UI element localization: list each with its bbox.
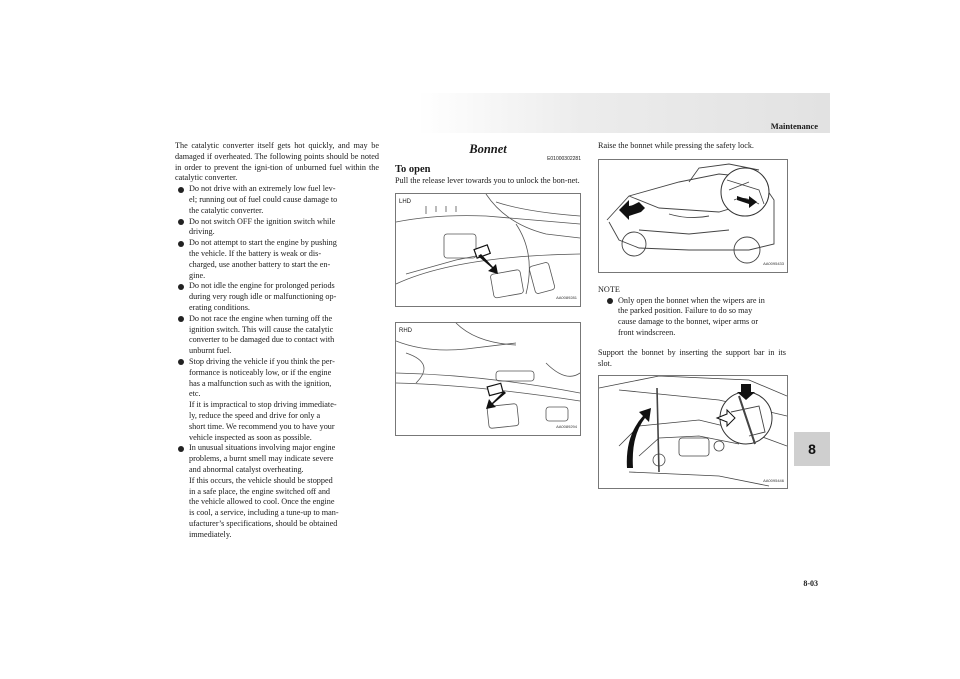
- bullet-item: [607, 296, 786, 339]
- bullet-line: short time. We recommend you to have your: [189, 421, 335, 431]
- bullet-dot-icon: [178, 316, 184, 322]
- page-number: 8-03: [803, 579, 818, 588]
- bullet-line: If it is impractical to stop driving immediate-: [189, 400, 337, 410]
- column-bonnet: [395, 141, 581, 436]
- intro-paragraph: The catalytic converter itself gets hot quickly, and may be damaged if overheated. The following points should be noted in order to prevent the igni-tion of unburned fuel within the catalytic converter.: [175, 141, 379, 183]
- bullet-dot-icon: [178, 241, 184, 247]
- figure-id-support: AA0095446: [763, 477, 784, 483]
- bullet-line: Do not switch OFF the ignition switch while: [189, 216, 336, 226]
- bullet-item: [178, 443, 379, 540]
- bullet-line: vehicle inspected as soon as possible.: [189, 432, 312, 442]
- bullet-dot-icon: [178, 446, 184, 452]
- bullet-line: formance is noticeably low, or if the engine: [189, 367, 332, 377]
- engine-bay-illustration: [599, 376, 787, 488]
- bullet-line: Do not drive with an extremely low fuel lev-: [189, 184, 336, 194]
- detail-zoom-circle: [721, 168, 769, 216]
- bullet-line: el; running out of fuel could cause damage to: [189, 194, 338, 204]
- bullet-dot-icon: [178, 187, 184, 193]
- bullet-item: [178, 184, 379, 216]
- bullet-line: etc.: [189, 389, 201, 399]
- support-bar-instruction: Support the bonnet by inserting the support bar in its slot.: [598, 347, 786, 368]
- figure-support-bar: [598, 375, 788, 489]
- section-header-title: Maintenance: [770, 121, 818, 131]
- figure-label-lhd: LHD: [399, 198, 412, 205]
- column-bonnet-raise: [598, 141, 786, 489]
- bullet-dot-icon: [178, 284, 184, 290]
- bullet-item: [178, 314, 379, 357]
- bullet-line: Stop driving the vehicle if you think the per-: [189, 356, 335, 366]
- section-title-bonnet: Bonnet: [469, 142, 507, 156]
- pull-arrow-icon: [478, 254, 498, 274]
- bullet-line: cause damage to the bonnet, wiper arms or: [618, 317, 759, 327]
- bullet-line: erating conditions.: [189, 302, 250, 312]
- bullet-item: [178, 357, 379, 443]
- raise-arrow-icon: [627, 408, 651, 468]
- figure-id-lhd: AA0089281: [556, 295, 577, 300]
- bullet-line: the catalytic converter.: [189, 205, 264, 215]
- bullet-line: gine.: [189, 270, 206, 280]
- figure-label-rhd: RHD: [399, 327, 412, 334]
- bullet-line: front windscreen.: [618, 327, 676, 337]
- bullet-item: [178, 217, 379, 239]
- bullet-line: has a malfunction such as with the ignition,: [189, 378, 332, 388]
- figure-id-rhd: AA0089294: [556, 424, 577, 429]
- bullet-line: the vehicle. If the battery is weak or dis-: [189, 248, 322, 258]
- chapter-tab[interactable]: 8: [794, 432, 830, 466]
- figure-raise-bonnet: [598, 159, 788, 273]
- dashboard-rhd-illustration: [396, 323, 580, 435]
- bullet-line: Only open the bonnet when the wipers are in: [618, 295, 765, 305]
- precaution-list: [175, 184, 379, 540]
- bullet-line: In unusual situations involving major engine: [189, 443, 336, 453]
- note-list: [598, 296, 786, 339]
- bullet-line: driving.: [189, 227, 215, 237]
- bullet-line: immediately.: [189, 529, 232, 539]
- release-lever-instruction: Pull the release lever towards you to unlock the bon-net.: [395, 176, 580, 185]
- column-catalytic-converter: [175, 141, 379, 540]
- bullet-line: ly, reduce the speed and drive for only a: [189, 410, 321, 420]
- bullet-line: ufacturer’s specifications, should be obtained: [189, 518, 338, 528]
- note-heading: NOTE: [598, 284, 620, 294]
- bullet-line: in a safe place, the engine switched off and: [189, 486, 331, 496]
- figure-lhd-release-lever: [395, 193, 581, 307]
- figure-id-raise: AA0095433: [763, 261, 784, 266]
- bullet-line: ignition switch. This will cause the catalytic: [189, 324, 334, 334]
- figure-rhd-release-lever: [395, 322, 581, 436]
- bullet-dot-icon: [607, 298, 613, 304]
- bullet-line: during very rough idle or malfunctioning op-: [189, 292, 337, 302]
- bullet-line: problems, a burnt smell may indicate severe: [189, 454, 334, 464]
- bullet-line: Do not race the engine when turning off the: [189, 313, 333, 323]
- bullet-line: converter to be damaged due to contact with: [189, 335, 335, 345]
- bullet-line: unburnt fuel.: [189, 346, 232, 356]
- bullet-line: the vehicle allowed to cool. Once the engine: [189, 497, 335, 507]
- subheading-to-open: To open: [395, 164, 431, 175]
- bullet-line: Do not attempt to start the engine by pushing: [189, 238, 337, 248]
- bullet-line: If this occurs, the vehicle should be stopped: [189, 475, 333, 485]
- bullet-line: charged, use another battery to start the en-: [189, 259, 331, 269]
- bullet-line: the parked position. Failure to do so may: [618, 306, 753, 316]
- header-band: [418, 93, 830, 133]
- bullet-item: [178, 281, 379, 313]
- bullet-item: [178, 238, 379, 281]
- bullet-line: Do not idle the engine for prolonged periods: [189, 281, 335, 291]
- bullet-dot-icon: [178, 219, 184, 225]
- raise-bonnet-instruction: Raise the bonnet while pressing the safety lock.: [598, 141, 754, 150]
- section-code: E01000302281: [547, 156, 581, 162]
- bullet-line: and abnormal catalyst overheating.: [189, 464, 304, 474]
- bullet-line: is cool, a service, including a tune-up to man-: [189, 508, 339, 518]
- vehicle-front-illustration: [599, 160, 787, 272]
- bullet-dot-icon: [178, 359, 184, 365]
- dashboard-lhd-illustration: [396, 194, 580, 306]
